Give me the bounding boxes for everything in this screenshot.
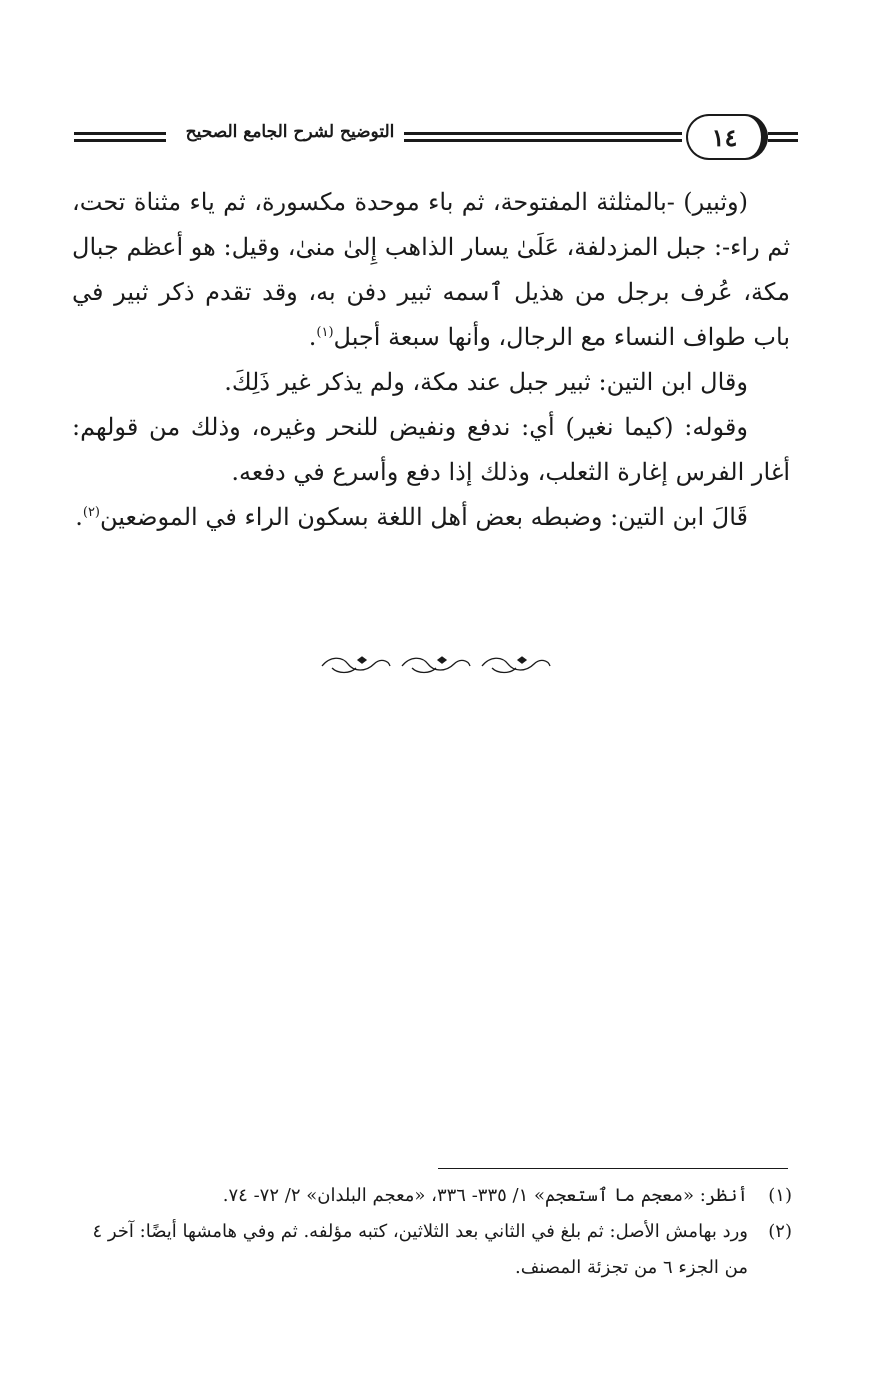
header-rule-right <box>768 132 798 142</box>
paragraph-kayma-nughir: وقوله: (كيما نغير) أي: ندفع ونفيض للنحر وغيره، وذلك من قولهم: أغار الفرس إغارة الثعلب، وذلك إذا دفع وأسرع في دفعه. <box>72 413 790 486</box>
paragraph-ibn-tin: وقال ابن التين: ثبير جبل عند مكة، ولم يذكر غير ذَلِكَ. <box>224 368 748 396</box>
paragraph-thabir <box>72 180 790 360</box>
main-text <box>72 180 790 540</box>
paragraph-4-text: قَالَ ابن التين: وضبطه بعض أهل اللغة بسكون الراء في الموضعين <box>100 503 748 531</box>
running-header <box>62 108 800 166</box>
paragraph-1-text: (وثبير) -بالمثلثة المفتوحة، ثم باء موحدة مكسورة، ثم ياء مثناة تحت، ثم راء-: جبل المزدلفة، عَلَىٰ يسار الذاهب إِلىٰ منىٰ، وقيل: هو أعظم جبال مكة، عُرف برجل من هذيل ٱسمه ثبير دفن به، وقد تقدم ذكر ثبير في باب طواف النساء مع الرجال، وأنها سبعة أجبل <box>72 188 790 351</box>
ornament-motif-left <box>322 657 390 673</box>
header-rule-middle <box>404 132 682 142</box>
footnote-2 <box>84 1214 792 1286</box>
footnote-1-text: أنظر: «معجم ما ٱستعجم» ١/ ٣٣٥- ٣٣٦، «معجم البلدان» ٢/ ٧٢- ٧٤. <box>222 1185 748 1206</box>
header-rule-left <box>74 132 166 142</box>
footnote-2-text: ورد بهامش الأصل: ثم بلغ في الثاني بعد الثلاثين، كتبه مؤلفه. ثم وفي هامشها أيضًا: آخر ٤ من الجزء ٦ من تجزئة المصنف. <box>92 1221 748 1278</box>
footnote-ref-1[interactable]: (١) <box>316 325 334 340</box>
paragraph-1-end: . <box>308 323 317 351</box>
footnote-ref-2[interactable]: (٢) <box>82 505 100 520</box>
section-ornament-icon <box>318 652 554 676</box>
paragraph-dabt <box>72 495 790 540</box>
ornament-motif-right <box>482 657 550 673</box>
footnote-1-number: (١) <box>768 1185 792 1206</box>
footnotes <box>84 1178 792 1286</box>
book-title: التوضيح لشرح الجامع الصحيح <box>185 122 395 142</box>
paragraph-4-end: . <box>75 503 83 531</box>
footnote-1 <box>84 1178 792 1214</box>
footnote-separator <box>438 1168 788 1169</box>
footnote-2-number: (٢) <box>768 1221 792 1242</box>
page-number-badge: ١٤ <box>686 114 768 160</box>
ornament-motif-center <box>402 657 470 673</box>
